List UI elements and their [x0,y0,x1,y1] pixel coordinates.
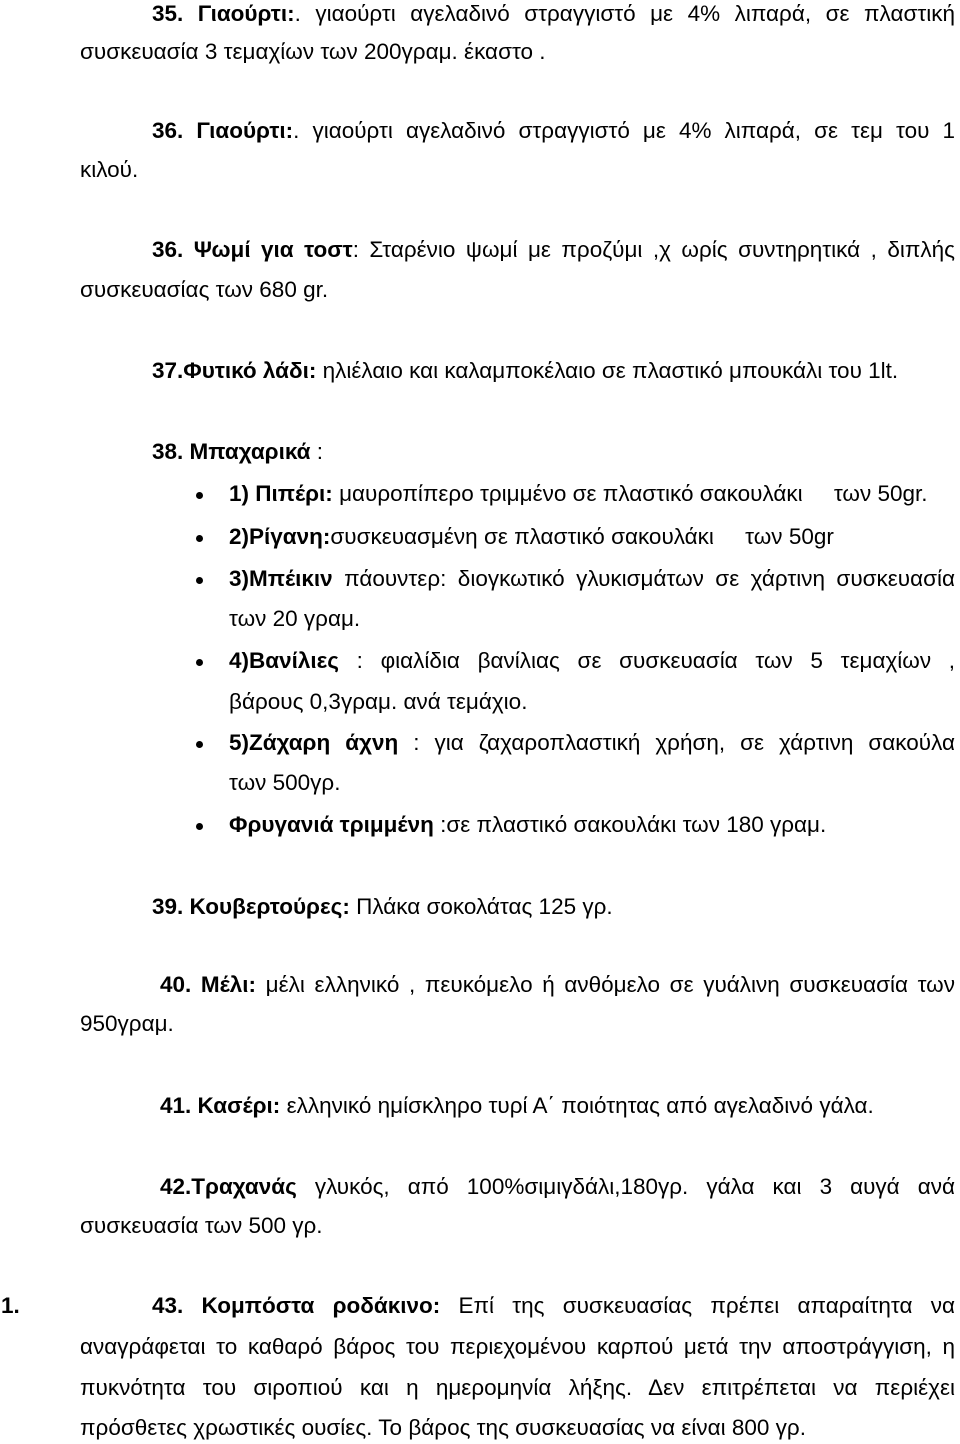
spice-baking-powder-label: 3)Μπέικιν [229,566,333,591]
item-39-label: 39. Κουβερτούρες: [152,894,350,919]
bullet-icon [196,741,203,748]
spice-baking-powder-text-cont: των 20 γραμ. [229,606,361,631]
item-35-text-cont: συσκευασία 3 τεμαχίων των 200γραμ. έκαστο . [80,39,546,64]
item-43-line-4 [80,1415,806,1441]
spice-baking-powder-line-1 [229,566,955,592]
spice-breadcrumbs-line-1 [229,812,826,838]
item-36-yogurt-text: . γιαούρτι αγελαδινό στραγγιστό με 4% λιπαρά, σε τεμ του 1 [293,118,955,143]
spice-pepper-label: 1) Πιπέρι: [229,481,333,506]
item-41-label: 41. Κασέρι: [160,1093,281,1118]
item-36-toast-text-cont: συσκευασίας των 680 gr. [80,277,329,302]
item-36-yogurt-text-cont: κιλού. [80,157,139,182]
item-36-yogurt-label: 36. Γιαούρτι: [152,118,294,143]
item-36-toast-label: 36. Ψωμί για τοστ [152,237,353,262]
spice-icing-sugar-label: 5)Ζάχαρη άχνη [229,730,399,755]
item-41-text: ελληνικό ημίσκληρο τυρί Α΄ ποιότητας από αγελαδινό γάλα. [280,1093,874,1118]
item-40-text-cont: 950γραμ. [80,1011,174,1036]
item-38-line-1 [152,439,323,465]
item-43-label: 43. Κομπόστα ροδάκινο: [152,1293,441,1318]
item-38-text: : [310,439,323,464]
spice-baking-powder-line-2 [229,606,360,632]
spice-oregano-label: 2)Ρίγανη: [229,524,331,549]
spice-baking-powder-text: πάουντερ: διογκωτικό γλυκισμάτων σε χάρτινη συσκευασία [332,566,955,591]
item-39-text: Πλάκα σοκολάτας 125 γρ. [349,894,613,919]
item-42-label: 42.Τραχανάς [160,1174,297,1199]
item-43-text-cont-3: πρόσθετες χρωστικές ουσίες. Το βάρος της συσκευασίας να είναι 800 γρ. [80,1415,806,1440]
bullet-icon [196,492,203,499]
bullet-icon [196,823,203,830]
bullet-icon [196,577,203,584]
item-40-label: 40. Μέλι: [160,972,257,997]
spice-oregano-line-1 [229,524,834,550]
item-43-line-2 [80,1334,955,1360]
item-43-text: Επί της συσκευασίας πρέπει απαραίτητα να [440,1293,955,1318]
item-35-line-2 [80,39,546,65]
item-36-toast-line-2 [80,277,328,303]
item-40-text: μέλι ελληνικό , πευκόμελο ή ανθόμελο σε γυάλινη συσκευασία των [256,972,955,997]
spice-pepper-line-1 [229,481,928,507]
item-36-toast-line-1 [152,237,955,263]
item-35-line-1 [152,1,955,27]
spice-vanilla-line-2 [229,689,527,715]
spice-breadcrumbs-label: Φρυγανιά τριμμένη [229,812,434,837]
item-38-label: 38. Μπαχαρικά [152,439,311,464]
item-42-line-1 [160,1174,955,1200]
item-40-line-2 [80,1011,174,1037]
item-37-label: 37.Φυτικό λάδι: [152,358,317,383]
item-42-text-cont: συσκευασία των 500 γρ. [80,1213,323,1238]
item-40-line-1 [160,972,955,998]
item-43-text-cont-1: αναγράφεται το καθαρό βάρος του περιεχομένου καρπού μετά την αποστράγγιση, η [80,1334,955,1359]
spice-vanilla-line-1 [229,648,955,674]
bullet-icon [196,659,203,666]
spice-pepper-text: μαυροπίπερο τριμμένο σε πλαστικό σακουλάκι των 50gr. [332,481,928,506]
spice-oregano-text: συσκευασμένη σε πλαστικό σακουλάκι των 50gr [330,524,834,549]
spice-vanilla-label: 4)Βανίλιες [229,648,339,673]
spice-vanilla-text-cont: βάρους 0,3γραμ. ανά τεμάχιο. [229,689,528,714]
item-43-line-1 [152,1293,955,1319]
spice-icing-sugar-text-cont: των 500γρ. [229,770,341,795]
item-37-line-1 [152,358,898,384]
spice-vanilla-text: : φιαλίδια βανίλιας σε συσκευασία των 5 τεμαχίων , [339,648,955,673]
spice-icing-sugar-text: : για ζαχαροπλαστική χρήση, σε χάρτινη σακούλα [398,730,955,755]
item-37-text: ηλιέλαιο και καλαμποκέλαιο σε πλαστικό μπουκάλι του 1lt. [316,358,899,383]
item-35-label: 35. Γιαούρτι: [152,1,295,26]
item-42-text: γλυκός, από 100%σιμιγδάλι,180γρ. γάλα και 3 αυγά ανά [296,1174,955,1199]
list-number: 1. [1,1293,20,1318]
spice-icing-sugar-line-2 [229,770,340,796]
spice-icing-sugar-line-1 [229,730,955,756]
spice-breadcrumbs-text: :σε πλαστικό σακουλάκι των 180 γραμ. [433,812,827,837]
item-36-yogurt-line-1 [152,118,955,144]
item-35-text: . γιαούρτι αγελαδινό στραγγιστό με 4% λιπαρά, σε πλαστική [294,1,955,26]
item-43-line-3 [80,1375,955,1401]
item-42-line-2 [80,1213,323,1239]
item-36-yogurt-line-2 [80,157,138,183]
item-41-line-1 [160,1093,874,1119]
item-43-text-cont-2: πυκνότητα του σιροπιού και η ημερομηνία λήξης. Δεν επιτρέπεται να περιέχει [80,1375,955,1400]
item-39-line-1 [152,894,613,920]
bullet-icon [196,535,203,542]
item-36-toast-text: : Σταρένιο ψωμί με προζύμι ,χ ωρίς συντηρητικά , διπλής [352,237,955,262]
